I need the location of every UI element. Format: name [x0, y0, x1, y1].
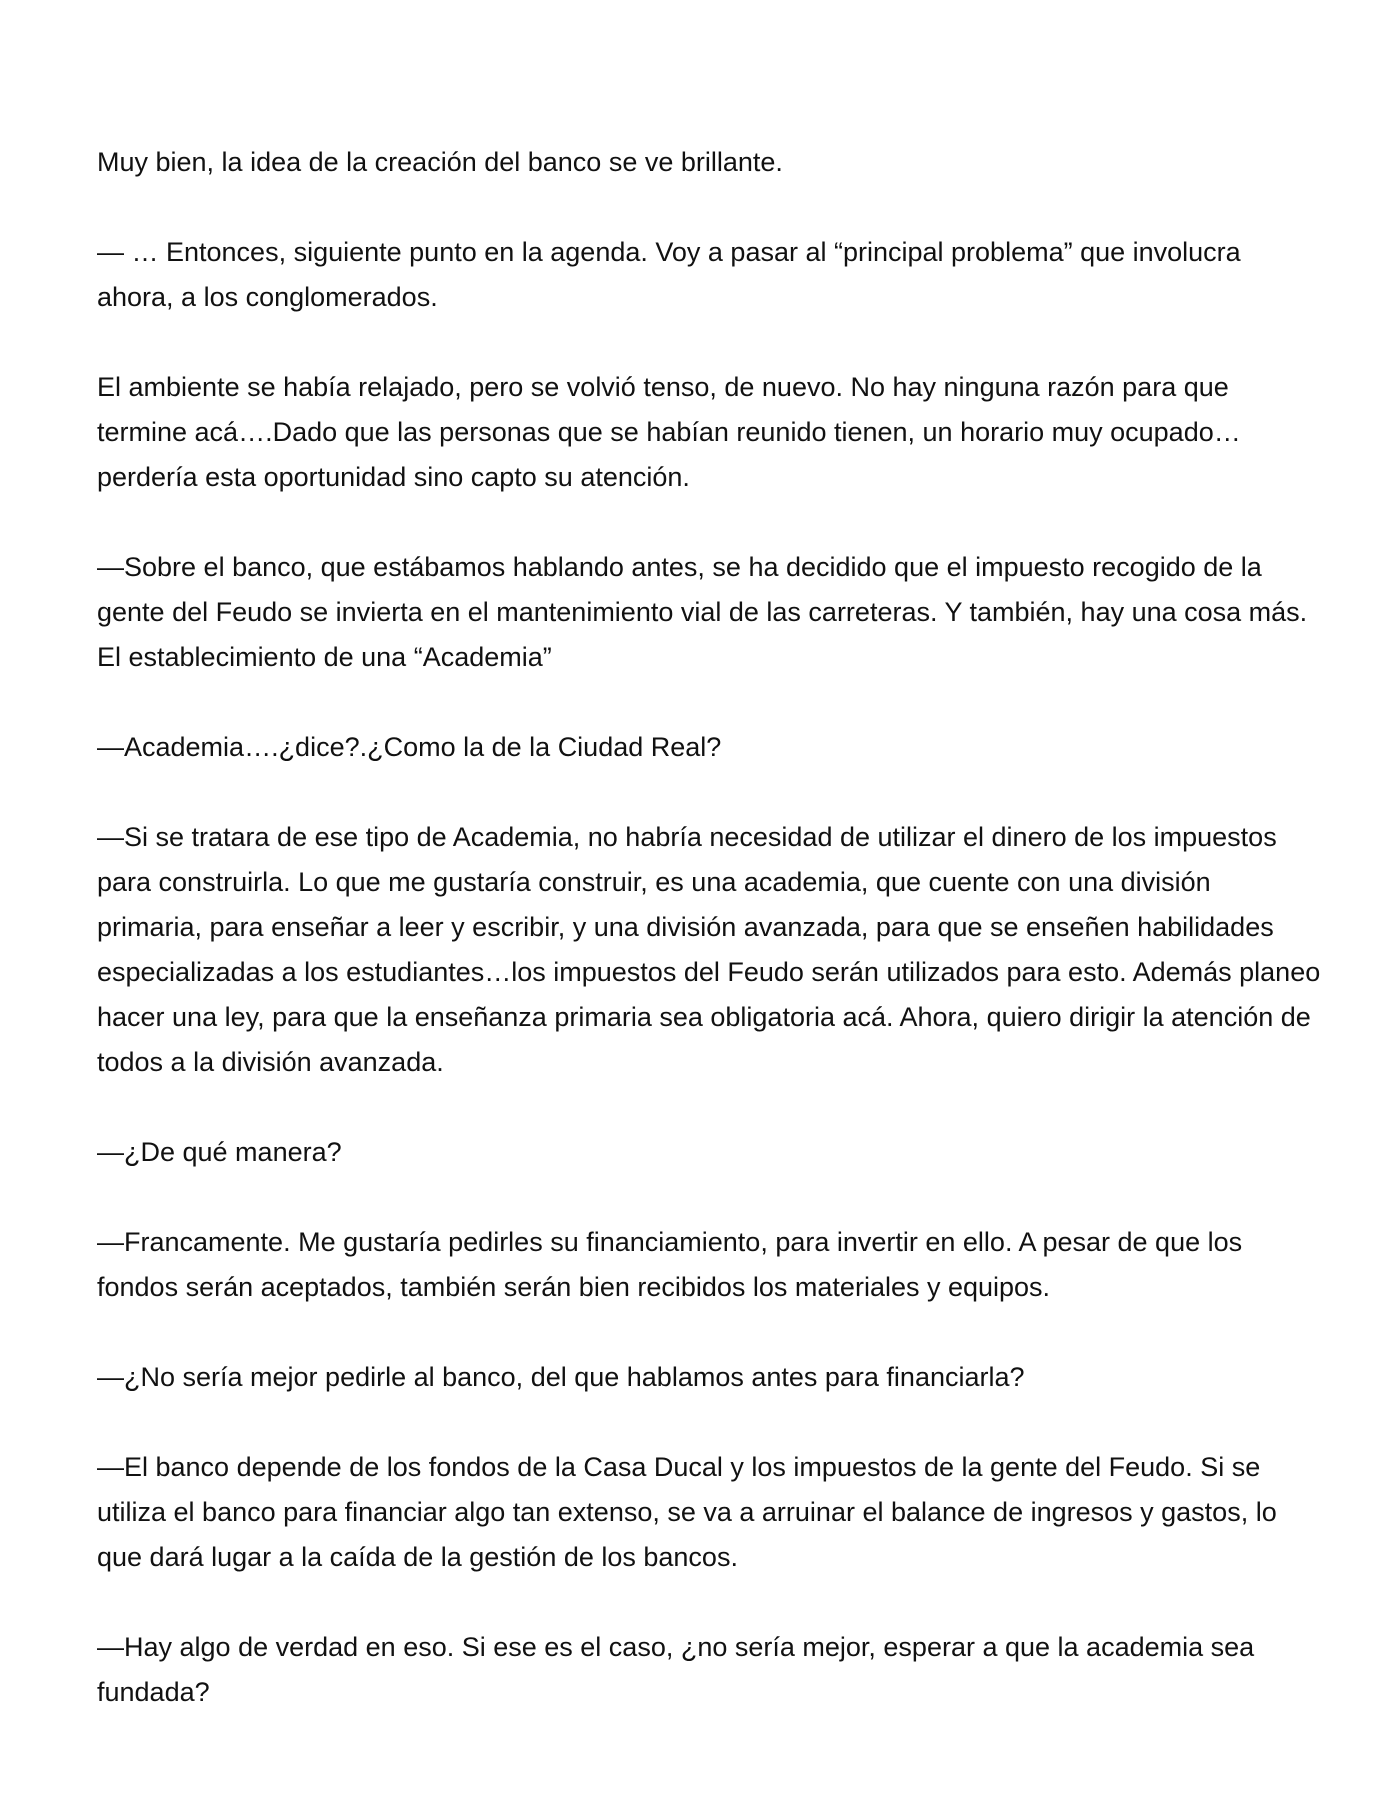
paragraph-6: —Si se tratara de ese tipo de Academia, no habría necesidad de utilizar el dinero de los impuestos para construirla. Lo que me gustaría construir, es una academia, que cuente con una división primaria, para enseñar a leer y escribir, y una división avanzada, para que se enseñen habilidades especializadas a los estudiantes…los impuestos del Feudo serán utilizados para esto. Además planeo hacer una ley, para que la enseñanza primaria sea obligatoria acá. Ahora, quiero dirigir la atención de todos a la división avanzada.: [97, 822, 1321, 1077]
paragraph-1: Muy bien, la idea de la creación del banco se ve brillante.: [97, 147, 783, 177]
document-body: [97, 140, 1322, 1760]
paragraph-7: —¿De qué manera?: [97, 1137, 342, 1167]
paragraph-8: —Francamente. Me gustaría pedirles su financiamiento, para invertir en ello. A pesar de que los fondos serán aceptados, también serán bien recibidos los materiales y equipos.: [97, 1227, 1243, 1302]
paragraph-11: —Hay algo de verdad en eso. Si ese es el caso, ¿no sería mejor, esperar a que la academia sea fundada?: [97, 1632, 1255, 1707]
paragraph-3: El ambiente se había relajado, pero se volvió tenso, de nuevo. No hay ninguna razón para que termine acá….Dado que las personas que se habían reunido tienen, un horario muy ocupado…perdería esta oportunidad sino capto su atención.: [97, 372, 1241, 492]
paragraph-2: — … Entonces, siguiente punto en la agenda. Voy a pasar al “principal problema” que involucra ahora, a los conglomerados.: [97, 237, 1241, 312]
paragraph-4: —Sobre el banco, que estábamos hablando antes, se ha decidido que el impuesto recogido de la gente del Feudo se invierta en el mantenimiento vial de las carreteras. Y también, hay una cosa más. El establecimiento de una “Academia”: [97, 552, 1308, 672]
paragraph-5: —Academia….¿dice?.¿Como la de la Ciudad Real?: [97, 732, 722, 762]
paragraph-10: —El banco depende de los fondos de la Casa Ducal y los impuestos de la gente del Feudo. Si se utiliza el banco para financiar algo tan extenso, se va a arruinar el balance de ingresos y gastos, lo que dará lugar a la caída de la gestión de los bancos.: [97, 1452, 1277, 1572]
paragraph-9: —¿No sería mejor pedirle al banco, del que hablamos antes para financiarla?: [97, 1362, 1025, 1392]
